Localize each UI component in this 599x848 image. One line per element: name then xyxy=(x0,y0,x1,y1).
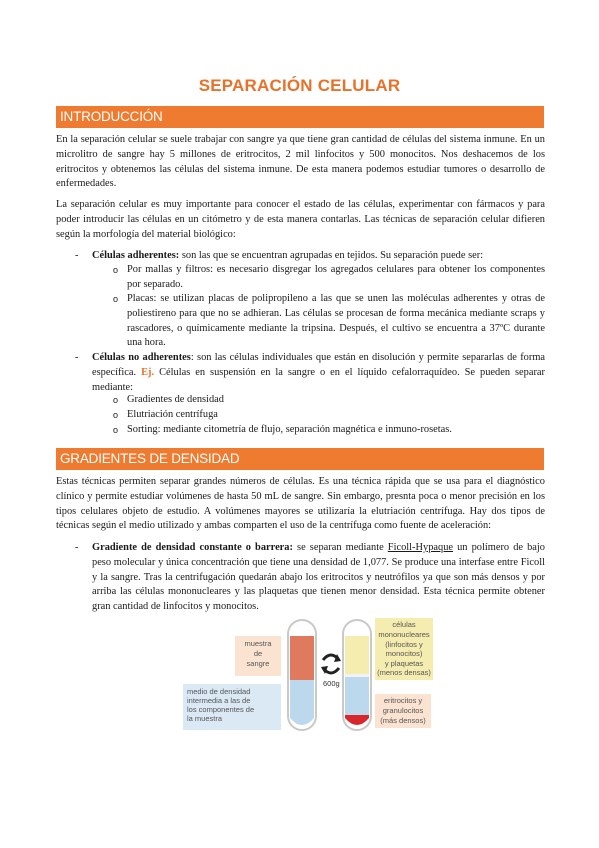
term-adherentes: Células adherentes: xyxy=(92,250,180,261)
muestra-label-line: de xyxy=(253,649,263,658)
mononucleares-label-line: células xyxy=(392,620,416,629)
constante-description: se separan mediante xyxy=(292,542,388,553)
bullet-marker: o xyxy=(113,410,119,420)
list-item-placas: Placas: se utilizan placas de polipropileno a las que se unen las moléculas adherentes y otras de poliestireno para que no se adhieran. Las células se procesan de forma mecánica mediante scraps y rascadores, o químicamente mediante la tripsina. Después, el cultivo se encuentra a 37ºC durante una hora. xyxy=(127,293,545,349)
no-adherentes-example: Células en suspensión en la sangre o en el líquido cefalorraquídeo. Se pueden separar mediante: xyxy=(92,366,545,393)
muestra-label-line: sangre xyxy=(246,659,270,668)
term-no-adherentes: Células no adherentes xyxy=(92,352,191,363)
list-item-elutriacion: Elutriación centrífuga xyxy=(127,409,218,420)
centrifuge-arrow-icon xyxy=(321,654,341,674)
page-title: SEPARACIÓN CELULAR xyxy=(198,76,401,95)
medio-label-line: medio de densidad xyxy=(187,687,251,696)
mononucleares-label-line: (menos densas) xyxy=(377,668,431,677)
intro-paragraph-1: En la separación celular se suele trabajar con sangre ya que tiene gran cantidad de células del sistema inmune. En un microlitro de sangre hay 5 millones de eritrocitos, 2 mil linfocitos y 500 monocitos. Nos deshacemos de los eritrocitos y obtenemos las células del sistema inmune. De esta manera podemos estudiar tumores o desarrollo de enfermedades. xyxy=(56,134,545,190)
plasma-layer xyxy=(345,636,369,674)
bullet-marker: o xyxy=(113,425,119,435)
mononucleares-label-line: (linfocitos y xyxy=(385,640,423,649)
density-gradient-figure xyxy=(183,614,459,738)
section-header-gradientes xyxy=(56,448,544,470)
medium-layer xyxy=(345,677,369,715)
medio-label-line: los componentes de xyxy=(187,705,255,714)
list-item-no-adherentes xyxy=(92,351,545,395)
mononucleares-label-line: monocitos) xyxy=(385,649,423,658)
medium-layer xyxy=(290,680,314,725)
constante-description-cont: un polímero de bajo peso molecular y única concentración que tiene una densidad de 1,077. Se produce una interfase entre Ficoll y la sangre. Tras la centrifugación quedarán abajo los eritrocitos y neutrófilos ya que son más densos y por arriba las células mononucleares y las plaquetas que tienen menor densidad. Esta técnica permite obtener gran cantidad de linfocitos y monocitos. xyxy=(92,542,545,613)
interface-layer xyxy=(345,674,369,677)
list-item-mallas: Por mallas y filtros: es necesario disgregar los agregados celulares para obtener los componentes por separado. xyxy=(127,264,545,290)
tubes-diagram xyxy=(183,614,459,738)
term-ficoll: Ficoll-Hypaque xyxy=(387,542,454,553)
muestra-label-line: muestra xyxy=(244,639,272,648)
list-dash: - xyxy=(75,352,79,363)
medio-label-line: la muestra xyxy=(187,714,223,723)
list-item-adherentes xyxy=(92,249,545,264)
eritrocitos-label-line: (más densos) xyxy=(380,716,426,725)
gradients-paragraph-1: Estas técnicas permiten separar grandes números de células. Es una técnica rápida que se usa para el diagnóstico clínico y permite estudiar volúmenes de hasta 50 mL de sangre. Sin embargo, presnta poca o menor precisión en los tipos celulares objeto de estudio. A volúmenes mayores se utilizaría la elutriación centrífuga. Hay dos tipos de técnicas según el medio utilizado y ambas comparten el uso de la centrífuga como fuente de aceleración: xyxy=(56,476,545,532)
term-densidad-constante: Gradiente de densidad constante o barrera: xyxy=(92,542,293,553)
bullet-marker: o xyxy=(113,395,119,405)
list-dash: - xyxy=(75,250,79,261)
section-heading: INTRODUCCIÓN xyxy=(60,109,163,124)
list-item-sorting: Sorting: mediante citometría de flujo, separación magnética e inmuno-rosetas. xyxy=(127,424,452,435)
mononucleares-label-line: mononucleares xyxy=(378,630,430,639)
no-adherentes-description: : son las células individuales que están en disolución y permite separarlas de forma específica. xyxy=(92,352,546,378)
eritrocitos-label-line: granulocitos xyxy=(382,706,424,715)
mononucleares-label-line: y plaquetas xyxy=(384,659,424,668)
intro-paragraph-2: La separación celular es muy importante para conocer el estado de las células, experimentar con fármacos y para poder introducir las células en un citómetro y de esta manera contarlas. Las técnicas de separación celular difieren según la morfología del material biológico: xyxy=(56,199,545,240)
list-item-densidad-constante xyxy=(92,541,545,615)
bullet-marker: o xyxy=(113,265,119,275)
medio-label-line: intermedia a las de xyxy=(187,696,251,705)
list-item-gradientes: Gradientes de densidad xyxy=(127,394,224,405)
example-marker: Ej. xyxy=(141,366,155,378)
bullet-marker: o xyxy=(113,294,119,304)
section-header-introduccion xyxy=(56,106,544,128)
blood-layer xyxy=(290,636,314,680)
adherentes-description: son las que se encuentran agrupadas en tejidos. Su separación puede ser: xyxy=(179,250,484,261)
speed-label: 600g xyxy=(323,679,340,688)
list-dash: - xyxy=(75,542,79,553)
section-heading: GRADIENTES DE DENSIDAD xyxy=(60,451,240,466)
eritrocitos-label-line: eritrocitos y xyxy=(383,696,423,705)
